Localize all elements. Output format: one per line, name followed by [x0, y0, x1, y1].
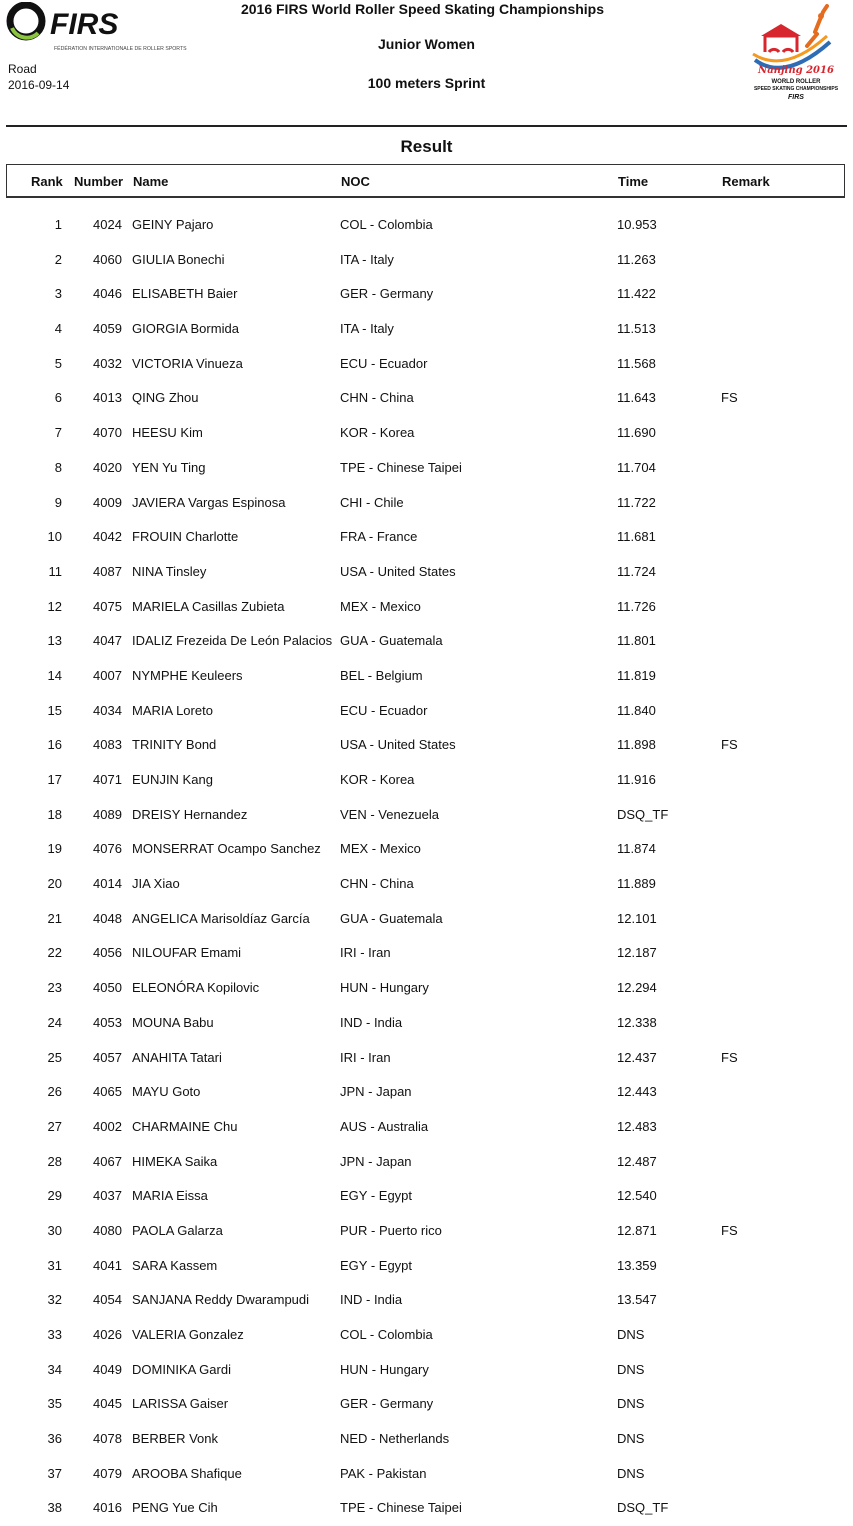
rank-cell: 26: [47, 1084, 62, 1100]
table-row: [0, 1387, 853, 1422]
name-cell: ANAHITA Tatari: [132, 1049, 222, 1065]
noc-cell: MEX - Mexico: [340, 598, 421, 614]
rank-cell: 6: [54, 390, 62, 406]
noc-cell: PUR - Puerto rico: [340, 1222, 442, 1238]
remark-cell: FS: [721, 1049, 738, 1065]
rank-cell: 3: [54, 286, 62, 302]
rank-cell: 17: [47, 772, 62, 787]
table-row: [0, 624, 853, 659]
number-cell: 4049: [93, 1361, 122, 1377]
name-cell: AROOBA Shafique: [132, 1465, 242, 1481]
name-cell: HEESU Kim: [132, 425, 203, 441]
name-cell: MARIELA Casillas Zubieta: [132, 598, 285, 614]
logo-line1: WORLD ROLLER: [771, 79, 821, 85]
rank-cell: 38: [47, 1500, 62, 1516]
number-cell: 4070: [93, 425, 122, 441]
logo-line2: SPEED SKATING CHAMPIONSHIPS: [753, 86, 839, 92]
logo-line3: FIRS: [788, 94, 804, 101]
col-header-rank: Rank: [31, 174, 63, 189]
rank-cell: 23: [47, 980, 62, 996]
time-cell: 12.187: [617, 945, 657, 961]
number-cell: 4034: [93, 702, 122, 718]
name-cell: MAYU Goto: [132, 1084, 201, 1100]
table-row: [0, 451, 853, 486]
remark-cell: FS: [721, 390, 738, 406]
rank-cell: 10: [47, 529, 62, 545]
event-date: 2016-09-14: [8, 78, 70, 92]
table-row: [0, 971, 853, 1006]
number-cell: 4056: [93, 945, 122, 961]
number-cell: 4089: [93, 806, 122, 822]
time-cell: 12.101: [617, 910, 657, 926]
rank-cell: 2: [54, 251, 62, 267]
rank-cell: 21: [47, 910, 62, 926]
rank-cell: 31: [47, 1257, 62, 1273]
time-cell: 12.338: [617, 1014, 657, 1030]
name-cell: SANJANA Reddy Dwarampudi: [132, 1292, 310, 1308]
rank-cell: 9: [54, 494, 62, 510]
name-cell: HIMEKA Saika: [132, 1153, 218, 1169]
table-row: [0, 381, 853, 416]
rank-cell: 29: [47, 1188, 62, 1204]
noc-cell: CHN - China: [340, 876, 414, 892]
number-cell: 4075: [93, 598, 122, 614]
name-cell: QING Zhou: [132, 390, 199, 406]
number-cell: 4007: [93, 667, 122, 683]
logo-city-year: Nanjing 2016: [758, 65, 834, 76]
noc-cell: TPE - Chinese Taipei: [340, 459, 462, 475]
col-header-number: Number: [74, 174, 124, 189]
number-cell: 4024: [93, 217, 122, 232]
noc-cell: USA - United States: [340, 737, 456, 753]
number-cell: 4059: [93, 321, 122, 337]
table-row: [0, 312, 853, 347]
name-cell: FROUIN Charlotte: [132, 529, 239, 545]
name-cell: CHARMAINE Chu: [132, 1118, 238, 1134]
number-cell: 4026: [93, 1327, 122, 1342]
noc-cell: JPN - Japan: [340, 1084, 412, 1100]
firs-logo-wordmark: FIRS: [50, 8, 119, 41]
noc-cell: HUN - Hungary: [340, 1361, 429, 1377]
table-row: [0, 798, 853, 833]
table-row: [0, 694, 853, 729]
noc-cell: KOR - Korea: [340, 425, 415, 441]
number-cell: 4054: [93, 1292, 122, 1308]
noc-cell: TPE - Chinese Taipei: [340, 1500, 462, 1516]
time-cell: 11.724: [617, 563, 656, 579]
time-cell: 11.801: [617, 633, 656, 649]
col-header-name: Name: [133, 174, 169, 189]
number-cell: 4046: [93, 286, 122, 302]
time-cell: DSQ_TF: [617, 1500, 669, 1516]
rank-cell: 19: [47, 841, 62, 857]
noc-cell: GUA - Guatemala: [340, 910, 443, 926]
number-cell: 4016: [93, 1500, 122, 1516]
col-header-time: Time: [618, 174, 649, 189]
name-cell: DREISY Hernandez: [132, 806, 248, 822]
skater-head-icon: [818, 13, 824, 19]
noc-cell: VEN - Venezuela: [340, 806, 440, 822]
noc-cell: USA - United States: [340, 563, 456, 579]
name-cell: VALERIA Gonzalez: [132, 1327, 244, 1342]
name-cell: NYMPHE Keuleers: [132, 667, 243, 683]
noc-cell: CHI - Chile: [340, 494, 404, 510]
time-cell: 12.487: [617, 1153, 657, 1169]
time-cell: 11.726: [617, 598, 656, 614]
number-cell: 4080: [93, 1222, 122, 1238]
time-cell: DSQ_TF: [617, 806, 669, 822]
name-cell: SARA Kassem: [132, 1257, 218, 1273]
time-cell: DNS: [617, 1361, 645, 1377]
number-cell: 4041: [93, 1257, 122, 1273]
number-cell: 4020: [93, 459, 122, 475]
time-cell: 11.874: [617, 841, 656, 857]
name-cell: LARISSA Gaiser: [132, 1396, 229, 1412]
table-row: [0, 1145, 853, 1180]
time-cell: 13.359: [617, 1257, 657, 1273]
number-cell: 4087: [93, 563, 122, 579]
remark-cell: FS: [721, 737, 738, 753]
name-cell: YEN Yu Ting: [132, 459, 206, 475]
time-cell: DNS: [617, 1465, 645, 1481]
time-cell: 11.263: [617, 251, 656, 267]
event-title: 100 meters Sprint: [367, 75, 486, 91]
table-row: [0, 555, 853, 590]
rank-cell: 36: [47, 1431, 62, 1447]
table-row: [0, 416, 853, 451]
table-row: [0, 208, 853, 243]
name-cell: PENG Yue Cih: [132, 1500, 218, 1516]
category-title: Junior Women: [378, 36, 475, 52]
name-cell: PAOLA Galarza: [132, 1222, 223, 1238]
number-cell: 4009: [93, 494, 122, 510]
noc-cell: FRA - France: [340, 529, 418, 545]
rank-cell: 20: [47, 876, 62, 892]
rank-cell: 12: [47, 598, 62, 614]
noc-cell: GER - Germany: [340, 1396, 434, 1412]
rank-cell: 5: [54, 355, 62, 371]
rank-cell: 18: [47, 806, 62, 822]
table-row: [0, 902, 853, 937]
noc-cell: MEX - Mexico: [340, 841, 421, 857]
time-cell: DNS: [617, 1396, 645, 1412]
section-title: Result: [400, 137, 453, 156]
time-cell: 12.871: [617, 1222, 657, 1238]
number-cell: 4042: [93, 529, 122, 545]
time-cell: 11.422: [617, 286, 656, 302]
number-cell: 4047: [93, 633, 122, 649]
results-table-body: [0, 208, 853, 1526]
time-cell: 11.898: [617, 737, 656, 753]
time-cell: DNS: [617, 1327, 645, 1342]
number-cell: 4045: [93, 1396, 122, 1412]
noc-cell: KOR - Korea: [340, 772, 415, 787]
time-cell: 12.443: [617, 1084, 657, 1100]
name-cell: JAVIERA Vargas Espinosa: [132, 494, 286, 510]
name-cell: ELEONÓRA Kopilovic: [132, 980, 260, 996]
noc-cell: ITA - Italy: [340, 321, 394, 337]
time-cell: 11.704: [617, 459, 656, 475]
table-row: [0, 1353, 853, 1388]
time-cell: 12.437: [617, 1049, 657, 1065]
header-divider: [6, 125, 847, 127]
col-header-noc: NOC: [341, 174, 370, 189]
noc-cell: JPN - Japan: [340, 1153, 412, 1169]
noc-cell: HUN - Hungary: [340, 980, 429, 996]
noc-cell: IRI - Iran: [340, 945, 391, 961]
time-cell: 11.889: [617, 876, 656, 892]
firs-logo-fullname: FÉDÉRATION INTERNATIONALE DE ROLLER SPORTS: [54, 46, 187, 52]
noc-cell: AUS - Australia: [340, 1118, 429, 1134]
number-cell: 4013: [93, 390, 122, 406]
noc-cell: COL - Colombia: [340, 217, 433, 232]
gate-roof-icon: [761, 24, 801, 36]
rank-cell: 13: [47, 633, 62, 649]
table-row: [0, 590, 853, 625]
number-cell: 4067: [93, 1153, 122, 1169]
time-cell: 11.568: [617, 355, 656, 371]
number-cell: 4060: [93, 251, 122, 267]
name-cell: TRINITY Bond: [132, 737, 217, 753]
noc-cell: GER - Germany: [340, 286, 434, 302]
table-row: [0, 1249, 853, 1284]
number-cell: 4078: [93, 1431, 122, 1447]
table-row: [0, 243, 853, 278]
table-row: [0, 763, 853, 798]
number-cell: 4071: [93, 772, 122, 787]
table-row: [0, 277, 853, 312]
document-header: [0, 0, 853, 125]
time-cell: 10.953: [617, 217, 657, 232]
table-row: [0, 1006, 853, 1041]
name-cell: GIORGIA Bormida: [132, 321, 239, 337]
name-cell: IDALIZ Frezeida De León Palacios: [132, 633, 333, 649]
rank-cell: 34: [47, 1361, 62, 1377]
noc-cell: IND - India: [340, 1292, 403, 1308]
rank-cell: 28: [47, 1153, 62, 1169]
name-cell: ELISABETH Baier: [132, 286, 238, 302]
time-cell: 13.547: [617, 1292, 657, 1308]
noc-cell: CHN - China: [340, 390, 414, 406]
table-row: [0, 659, 853, 694]
rank-cell: 8: [54, 459, 62, 475]
city-gate-icon: [765, 36, 797, 52]
noc-cell: IND - India: [340, 1014, 403, 1030]
name-cell: BERBER Vonk: [132, 1431, 218, 1447]
table-row: [0, 347, 853, 382]
time-cell: 11.840: [617, 702, 656, 718]
name-cell: NINA Tinsley: [132, 563, 207, 579]
number-cell: 4014: [93, 876, 122, 892]
noc-cell: EGY - Egypt: [340, 1188, 413, 1204]
number-cell: 4032: [93, 355, 122, 371]
table-row: [0, 1041, 853, 1076]
col-header-remark: Remark: [722, 174, 770, 189]
rank-cell: 33: [47, 1327, 62, 1342]
number-cell: 4053: [93, 1014, 122, 1030]
noc-cell: ECU - Ecuador: [340, 355, 428, 371]
time-cell: 11.916: [617, 772, 656, 787]
number-cell: 4057: [93, 1049, 122, 1065]
table-row: [0, 1179, 853, 1214]
rank-cell: 15: [47, 702, 62, 718]
noc-cell: EGY - Egypt: [340, 1257, 413, 1273]
name-cell: MOUNA Babu: [132, 1014, 214, 1030]
noc-cell: GUA - Guatemala: [340, 633, 443, 649]
number-cell: 4050: [93, 980, 122, 996]
noc-cell: IRI - Iran: [340, 1049, 391, 1065]
name-cell: DOMINIKA Gardi: [132, 1361, 231, 1377]
time-cell: 11.819: [617, 667, 656, 683]
rank-cell: 7: [54, 425, 62, 441]
name-cell: MARIA Loreto: [132, 702, 213, 718]
rank-cell: 4: [54, 321, 62, 337]
nanjing-2016-logo: [745, 2, 847, 102]
name-cell: ANGELICA Marisoldíaz García: [132, 910, 310, 926]
championship-title: 2016 FIRS World Roller Speed Skating Championships: [240, 1, 605, 17]
table-row: [0, 867, 853, 902]
time-cell: 12.294: [617, 980, 657, 996]
table-row: [0, 1283, 853, 1318]
table-row: [0, 520, 853, 555]
table-row: [0, 1110, 853, 1145]
time-cell: 11.690: [617, 425, 656, 441]
table-header: [6, 164, 845, 198]
table-row: [0, 936, 853, 971]
rank-cell: 25: [47, 1049, 62, 1065]
name-cell: MONSERRAT Ocampo Sanchez: [132, 841, 321, 857]
noc-cell: COL - Colombia: [340, 1327, 433, 1342]
name-cell: VICTORIA Vinueza: [132, 355, 243, 371]
name-cell: GIULIA Bonechi: [132, 251, 225, 267]
rank-cell: 22: [47, 945, 62, 961]
time-cell: 11.643: [617, 390, 656, 406]
rank-cell: 1: [54, 217, 62, 232]
discipline-label: Road: [8, 62, 37, 76]
number-cell: 4065: [93, 1084, 122, 1100]
name-cell: JIA Xiao: [132, 876, 180, 892]
remark-cell: FS: [721, 1222, 738, 1238]
name-cell: NILOUFAR Emami: [132, 945, 242, 961]
time-cell: 11.513: [617, 321, 656, 337]
table-row: [0, 1491, 853, 1526]
rank-cell: 16: [47, 737, 62, 753]
rank-cell: 14: [47, 667, 62, 683]
table-row: [0, 1075, 853, 1110]
number-cell: 4079: [93, 1465, 122, 1481]
number-cell: 4002: [93, 1118, 122, 1134]
table-row: [0, 1422, 853, 1457]
noc-cell: BEL - Belgium: [340, 667, 423, 683]
table-row: [0, 728, 853, 763]
name-cell: EUNJIN Kang: [132, 772, 213, 787]
noc-cell: NED - Netherlands: [340, 1431, 450, 1447]
table-row: [0, 832, 853, 867]
rank-cell: 30: [47, 1222, 62, 1238]
time-cell: 11.681: [617, 529, 656, 545]
rank-cell: 35: [47, 1396, 62, 1412]
rank-cell: 37: [47, 1465, 62, 1481]
time-cell: DNS: [617, 1431, 645, 1447]
table-row: [0, 1214, 853, 1249]
noc-cell: PAK - Pakistan: [340, 1465, 427, 1481]
time-cell: 11.722: [617, 494, 656, 510]
rank-cell: 27: [47, 1118, 62, 1134]
noc-cell: ITA - Italy: [340, 251, 394, 267]
time-cell: 12.540: [617, 1188, 657, 1204]
table-row: [0, 486, 853, 521]
name-cell: GEINY Pajaro: [132, 217, 214, 232]
number-cell: 4048: [93, 910, 122, 926]
number-cell: 4037: [93, 1188, 122, 1204]
rank-cell: 32: [47, 1292, 62, 1308]
rank-cell: 24: [47, 1014, 62, 1030]
table-row: [0, 1318, 853, 1353]
rank-cell: 11: [48, 563, 62, 579]
name-cell: MARIA Eissa: [132, 1188, 208, 1204]
number-cell: 4076: [93, 841, 122, 857]
number-cell: 4083: [93, 737, 122, 753]
time-cell: 12.483: [617, 1118, 657, 1134]
table-row: [0, 1457, 853, 1492]
noc-cell: ECU - Ecuador: [340, 702, 428, 718]
